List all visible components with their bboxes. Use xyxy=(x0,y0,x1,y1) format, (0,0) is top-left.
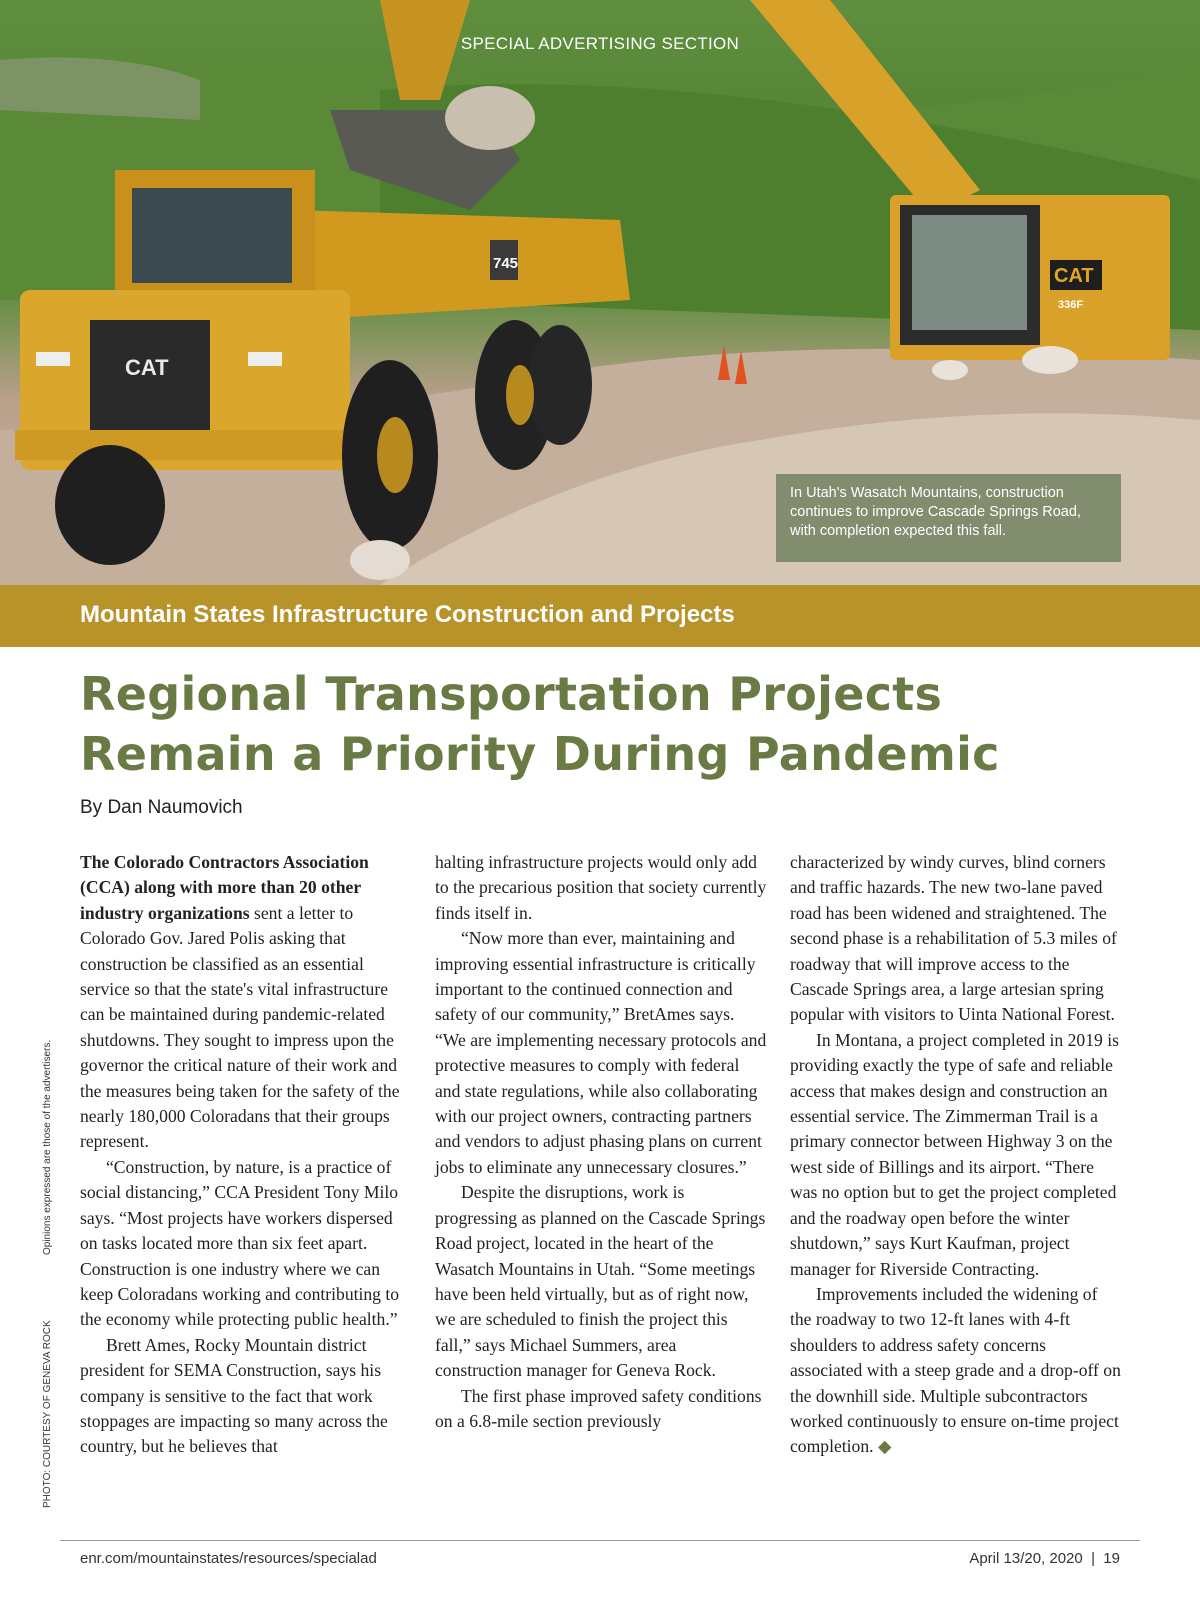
opinions-disclaimer: Opinions expressed are those of the advertisers. xyxy=(42,1039,53,1255)
footer-date-page: April 13/20, 2020 | 19 xyxy=(969,1550,1120,1567)
paragraph xyxy=(80,850,412,1155)
hero-photo xyxy=(0,0,1200,585)
section-title: Mountain States Infrastructure Construction and Projects xyxy=(80,601,735,628)
paragraph xyxy=(790,1282,1122,1460)
article-column-3 xyxy=(790,850,1122,1460)
excavator-model-text: 336F xyxy=(1058,299,1084,311)
end-mark-icon: ◆ xyxy=(877,1436,892,1457)
paragraph: halting infrastructure projects would only add to the precarious position that society currently finds itself in. xyxy=(435,852,767,923)
headline-line-1: Regional Transportation Projects xyxy=(80,667,943,721)
truck-brand-text: CAT xyxy=(125,355,169,380)
paragraph: Brett Ames, Rocky Mountain district president for SEMA Construction, says his company is sensitive to the fact that work stoppages are impacting so many across the country, but he believes that xyxy=(80,1334,388,1457)
paragraph: characterized by windy curves, blind corners and traffic hazards. The new two-lane paved road has been widened and straightened. The second phase is a rehabilitation of 5.3 miles of roadway that will improve access to the Cascade Springs area, a large artesian spring popular with visitors to Uinta National Forest. xyxy=(790,852,1117,1025)
footer-url: enr.com/mountainstates/resources/specialad xyxy=(80,1550,377,1567)
paragraph: Despite the disruptions, work is progressing as planned on the Cascade Springs Road project, located in the heart of the Wasatch Mountains in Utah. “Some meetings have been held virtually, but as of right now, we are scheduled to finish the project this fall,” says Michael Summers, area construction manager for Geneva Rock. xyxy=(435,1182,766,1381)
article-column-1 xyxy=(80,850,412,1460)
truck-number-text: 745 xyxy=(493,255,519,272)
footer-divider xyxy=(60,1540,1140,1541)
section-band xyxy=(0,585,1200,647)
photo-credit: PHOTO: COURTESY OF GENEVA ROCK xyxy=(42,1320,53,1508)
special-advertising-label: SPECIAL ADVERTISING SECTION xyxy=(460,34,740,53)
paragraph: “Now more than ever, maintaining and improving essential infrastructure is critically important to the continued connection and safety of our community,” BretAmes says. “We are implementing necessary protocols and protective measures to comply with federal and state regulations, while also collaborating with our project owners, contracting partners and vendors to adjust phasing plans on current jobs to eliminate any unnecessary closures.” xyxy=(435,928,767,1177)
article-column-2 xyxy=(435,850,767,1434)
photo-caption: In Utah's Wasatch Mountains, construction continues to improve Cascade Springs Road, with completion expected this fall. xyxy=(776,474,1121,562)
paragraph-text: Improvements included the widening of the roadway to two 12-ft lanes with 4-ft shoulders to address safety concerns associated with a steep grade and a drop-off on the downhill side. Multiple subcontractors worked continuously to ensure on-time project completion. xyxy=(790,1283,1121,1457)
paragraph-text: sent a letter to Colorado Gov. Jared Polis asking that construction be classified as an essential service so that the state's vital infrastructure can be maintained during pandemic-related shutdowns. They sought to impress upon the governor the critical nature of their work and the measures being taken for the safety of the nearly 180,000 Coloradans that their groups represent. xyxy=(80,902,400,1152)
paragraph: The first phase improved safety conditions on a 6.8-mile section previously xyxy=(435,1385,762,1431)
paragraph: In Montana, a project completed in 2019 is providing exactly the type of safe and reliable access that makes design and construction an essential service. The Zimmerman Trail is a primary connector between Highway 3 on the west side of Billings and its airport. “There was no option but to get the project completed and the roadway open before the winter shutdown,” says Kurt Kaufman, project manager for Riverside Contracting. xyxy=(790,1029,1119,1279)
headline-line-2: Remain a Priority During Pandemic xyxy=(80,727,1000,781)
paragraph: “Construction, by nature, is a practice of social distancing,” CCA President Tony Milo says. “Most projects have workers dispersed on tasks located more than six feet apart. Construction is one industry where we can keep Coloradans working and contributing to the economy while protecting public health.” xyxy=(80,1156,400,1330)
excavator-brand-text: CAT xyxy=(1054,265,1094,287)
lead-in-bold: The Colorado Contractors Association (CCA) along with more than 20 other industry organizations xyxy=(80,852,369,923)
article-headline xyxy=(80,664,1140,784)
byline: By Dan Naumovich xyxy=(80,797,243,818)
